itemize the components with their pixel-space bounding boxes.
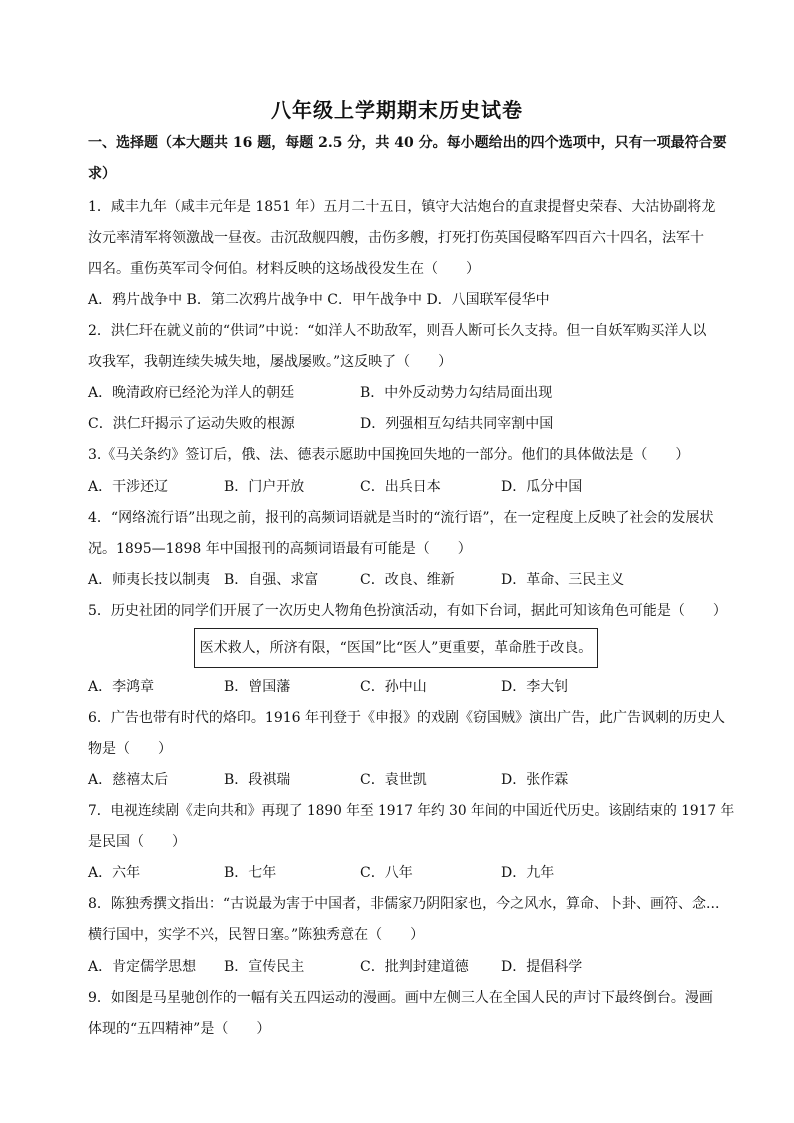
q9-text-line2: 体现的“五四精神”是（ ） <box>88 1021 271 1037</box>
q2-option-b: B．中外反动势力勾结局面出现 <box>360 385 553 401</box>
q7-text-line1: 7．电视连续剧《走向共和》再现了 1890 年至 1917 年约 30 年间的中国近代历史。该剧结束的 1917 年 <box>88 803 735 819</box>
q5-option-c: C．孙中山 <box>360 679 427 695</box>
q8-option-b: B．宣传民主 <box>224 959 305 975</box>
q4-text-line2: 况。1895—1898 年中国报刊的高频词语最有可能是（ ） <box>88 541 472 557</box>
q3-option-d: D．瓜分中国 <box>501 479 583 495</box>
q8-option-d: D．提倡科学 <box>501 959 583 975</box>
q7-option-d: D．九年 <box>501 865 555 881</box>
q1-options: A．鸦片战争中 B．第二次鸦片战争中 C．甲午战争中 D．八国联军侵华中 <box>88 292 550 308</box>
q6-option-c: C．袁世凯 <box>360 772 427 788</box>
q3-text-line1: 3.《马关条约》签订后，俄、法、德表示愿助中国挽回失地的一部分。他们的具体做法是（ ） <box>88 447 690 463</box>
q4-option-c: C．改良、维新 <box>360 572 455 588</box>
q5-quote-box: 医术救人，所济有限，“医国”比“医人”更重要，革命胜于改良。 <box>194 628 598 668</box>
q2-text-line2: 攻我军，我朝连续失城失地，屡战屡败。”这反映了（ ） <box>88 354 453 370</box>
q6-option-b: B．段祺瑞 <box>224 772 291 788</box>
q2-text-line1: 2．洪仁玕在就义前的“供词”中说：“如洋人不助敌军，则吾人断可长久支持。但一自妖军购买洋人以 <box>88 323 707 339</box>
q6-option-a: A．慈禧太后 <box>88 772 169 788</box>
q1-text-line2: 汝元率清军将领激战一昼夜。击沉敌舰四艘，击伤多艘，打死打伤英国侵略军四百六十四名，法军十 <box>88 230 704 246</box>
q5-text-line1: 5．历史社团的同学们开展了一次历史人物角色扮演活动，有如下台词，据此可知该角色可能是（ ） <box>88 603 727 619</box>
q3-option-a: A．干涉还辽 <box>88 479 169 495</box>
q2-option-d: D．列强相互勾结共同宰割中国 <box>360 416 554 432</box>
q2-option-a: A．晚清政府已经沦为洋人的朝廷 <box>88 385 295 401</box>
q6-options <box>88 771 728 789</box>
section-heading-line1: 一、选择题（本大题共 16 题，每题 2.5 分，共 40 分。每小题给出的四个选项中，只有一项最符合要 <box>88 135 727 151</box>
q7-option-b: B．七年 <box>224 865 277 881</box>
q1-text-line3: 四名。重伤英军司令何伯。材料反映的这场战役发生在（ ） <box>88 261 480 277</box>
q7-text-line2: 是民国（ ） <box>88 834 186 850</box>
q8-options <box>88 958 728 976</box>
q5-option-a: A．李鸿章 <box>88 679 155 695</box>
q8-option-c: C．批判封建道德 <box>360 959 469 975</box>
section-heading-line2: 求） <box>88 166 116 182</box>
q5-options <box>88 678 728 696</box>
q4-text-line1: 4．“网络流行语”出现之前，报刊的高频词语就是当时的“流行语”，在一定程度上反映了社会的发展状 <box>88 510 714 526</box>
q6-text-line1: 6．广告也带有时代的烙印。1916 年刊登于《申报》的戏剧《窃国贼》演出广告，此广告讽刺的历史人 <box>88 710 725 726</box>
q7-option-c: C．八年 <box>360 865 413 881</box>
q9-text-line1: 9．如图是马星驰创作的一幅有关五四运动的漫画。画中左侧三人在全国人民的声讨下最终倒台。漫画 <box>88 990 713 1006</box>
q6-text-line2: 物是（ ） <box>88 741 172 757</box>
q4-option-b: B．自强、求富 <box>224 572 319 588</box>
q8-text-line2: 横行国中，实学不兴，民智日塞。”陈独秀意在（ ） <box>88 927 425 943</box>
q5-option-d: D．李大钊 <box>501 679 569 695</box>
q6-option-d: D．张作霖 <box>501 772 569 788</box>
q2-option-c: C．洪仁玕揭示了运动失败的根源 <box>88 416 295 432</box>
q3-options <box>88 478 728 496</box>
q8-option-a: A．肯定儒学思想 <box>88 959 197 975</box>
q2-options-row2 <box>88 415 728 433</box>
q4-option-a: A．师夷长技以制夷 <box>88 572 211 588</box>
q1-text-line1: 1．咸丰九年（咸丰元年是 1851 年）五月二十五日，镇守大沽炮台的直隶提督史荣春、大沽协副将龙 <box>88 199 716 215</box>
q3-option-b: B．门户开放 <box>224 479 305 495</box>
q8-text-line1: 8．陈独秀撰文指出：“古说最为害于中国者，非儒家乃阴阳家也，今之风水，算命、卜卦、画符、念... <box>88 896 720 912</box>
q4-option-d: D．革命、三民主义 <box>501 572 625 588</box>
q5-option-b: B．曾国藩 <box>224 679 291 695</box>
q7-options <box>88 864 728 882</box>
q3-option-c: C．出兵日本 <box>360 479 441 495</box>
q7-option-a: A．六年 <box>88 865 141 881</box>
q4-options <box>88 571 728 589</box>
exam-title: 八年级上学期期末历史试卷 <box>271 98 523 122</box>
q2-options-row1 <box>88 384 728 402</box>
